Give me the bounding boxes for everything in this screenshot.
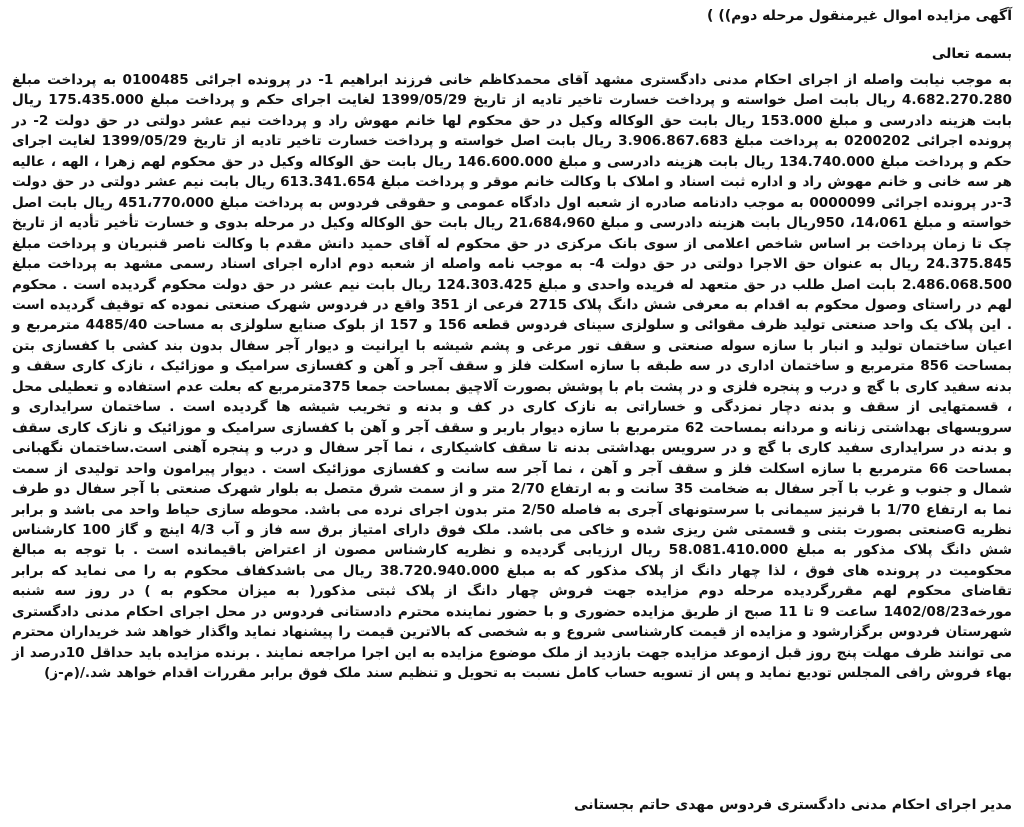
signature-line: مدیر اجرای احکام مدنی دادگستری فردوس مهدی حاتم بجستانی: [574, 797, 1012, 813]
notice-body: به موجب نیابت واصله از اجرای احکام مدنی دادگستری مشهد آقای محمدکاظم خانی فرزند ابراهیم 1- در پرونده اجرائی 0100485 به پرداخت مبلغ 4.682.270.280 ریال بابت اصل خواسته و پرداخت خسارت تاخیر تادیه از تاریخ 1399/05/29 لغایت اجرای حکم و پرداخت مبلغ 175.435.000 ریال بابت هزینه دادرسی و مبلغ 153.000 ریال بابت حق الوکاله وکیل در حق محکوم لها خانم مهوش راد و پرداخت نیم عشر دولتی در حق دولت 2- در پرونده اجرائی 0200202 به پرداخت مبلغ 3.906.867.683 ریال بابت اصل خواسته و پرداخت خسارت تاخیر تادیه از تاریخ 1399/05/29 لغایت اجرای حکم و پرداخت مبلغ 134.740.000 ریال بابت هزینه دادرسی و مبلغ 146.600.000 ریال بابت حق الوکاله وکیل در حق محکوم لهم زهرا ، الهه ، عالیه هر سه خانی و خانم مهوش راد و اداره ثبت اسناد و املاک با وکالت خانم موقر و پرداخت مبلغ 613.341.654 ریال بابت نیم عشر دولتی در حق دولت 3-در پرونده اجرائی 0000099 به موجب دادنامه صادره از شعبه اول دادگاه عمومی و حقوقی فردوس به پرداخت مبلغ 451،770،000 ریال بابت اصل خواسته و مبلغ 14،061، 950ریال بابت هزینه دادرسی و مبلغ 21،684،960 ریال بابت حق الوکاله وکیل در مرحله بدوی و خسارت تأخیر تأدیه از تاریخ چک تا زمان پرداخت بر اساس شاخص اعلامی از سوی بانک مرکزی در حق محکوم له آقای حمید دانش مقدم با وکالت ناصر قنبریان و پرداخت مبلغ 24.375.845 ریال به عنوان حق الاجرا دولتی در حق دولت 4- به موجب نامه واصله از شعبه دوم اداره اجرای اسناد رسمی مشهد به پرداخت مبلغ 2.486.068.500 بابت اصل طلب در حق متعهد له فریده واحدی و مبلغ 124.303.425 ریال بابت نیم عشر در حق دولت محکوم گردیده است . محکوم لهم در راستای وصول محکوم به اقدام به معرفی شش دانگ پلاک 2715 فرعی از 351 واقع در فردوس شهرک صنعتی نموده که توقیف گردیده است . این پلاک یک واحد صنعتی تولید ظرف مقوائی و سلولزی سینای فردوس قطعه 156 و 157 از بلوک صنایع سلولزی به مساحت 4485/40 مترمربع و اعیان ساختمان تولید و انبار با سازه سوله صنعتی و سقف تور مرغی و پشم شیشه با ایرانیت و دیوار آجر سفال بدون بند کشی با کفسازی بتن بمساحت 856 مترمربع و ساختمان اداری در سه طبقه با سازه اسکلت فلز و سقف آجر و آهن و کفسازی سرامیک و موزائیک ، نازک کاری سقف و بدنه سفید کاری با گچ و درب و پنجره فلزی و در پشت بام با پوشش بصورت آلاچیق بمساحت جمعا 375مترمربع که بعلت عدم استفاده و تعطیلی محل ، قسمتهایی از سقف و بدنه دچار نمزدگی و خساراتی به نازک کاری در کف و بدنه و تخریب شیشه ها گردیده است . ساختمان سرایداری و سرویسهای بهداشتی زنانه و مردانه بمساحت 62 مترمربع با سازه دیوار باربر و سقف آجر و آهن با کفسازی سرامیک و موزائیک و نازک کاری سقف و بدنه در سرایداری سفید کاری با گچ و در سرویس بهداشتی بدنه تا سقف کاشیکاری ، نما آجر سفال و درب و پنجره آهنی است.ساختمان نگهبانی بمساحت 66 مترمربع با سازه اسکلت فلز و سقف آجر و آهن ، نما آجر سه سانت و کفسازی موزائیک است . دیوار پیرامون واحد تولیدی از سمت شمال و جنوب و غرب با آجر سفال به ضخامت 35 سانت و به ارتفاع 2/70 متر و از سمت شرق متصل به بلوار شهرک صنعتی با آجر سفال دو طرف نما به ارتفاع 1/70 با قرنیز سیمانی با سرستونهای آجری به فاصله 2/50 متر بدون اجرای نرده می باشد. محوطه سازی حیاط واحد می باشد و برابر نظریه Gصنعتی بصورت بتنی و قسمتی شن ریزی شده و خاکی می باشد. ملک فوق دارای امتیاز برق سه فاز و آب 4/3 اینچ و گاز 100 کارشناس شش دانگ پلاک مذکور به مبلغ 58.081.410.000 ریال ارزیابی گردیده و نظریه کارشناس مصون از اعتراض باقیمانده است . با توجه به مبالغ محکومیت در پرونده های فوق ، لذا چهار دانگ از پلاک مذکور که به مبلغ 38.720.940.000 ریال می باشدکفاف محکوم به را می نماید که برابر تقاضای محکوم لهم مقررگردیده مرحله دوم مزایده جهت فروش چهار دانگ از پلاک ثبتی مذکور( به میزان محکوم به ) در روز سه شنبه مورخه1402/08/23 ساعت 9 تا 11 صبح از طریق مزایده حضوری و با حضور نماینده محترم دادستانی فردوس در محل اجرای احکام مدنی دادگستری شهرستان فردوس برگزارشود و مزایده از قیمت کارشناسی شروع و به شخصی که بالاترین قیمت را پیشنهاد نماید واگذار خواهد شد خریداران محترم می توانند ظرف مهلت پنج روز قبل ازموعد مزایده جهت بازدید از ملک موضوع مزایده به این اجرا مراجعه نمایند . برنده مزایده باید حداقل 10درصد از بهاء فروش رافی المجلس تودیع نماید و پس از تسویه حساب کامل نسبت به تحویل و تنظیم سند ملک فوق برابر مقررات اقدام خواهد شد./(م-ز): [12, 72, 1013, 682]
notice-title: آگهی مزایده اموال غیرمنقول مرحله دوم)) ): [707, 8, 1012, 24]
bismillah-heading: بسمه تعالی: [931, 46, 1012, 62]
